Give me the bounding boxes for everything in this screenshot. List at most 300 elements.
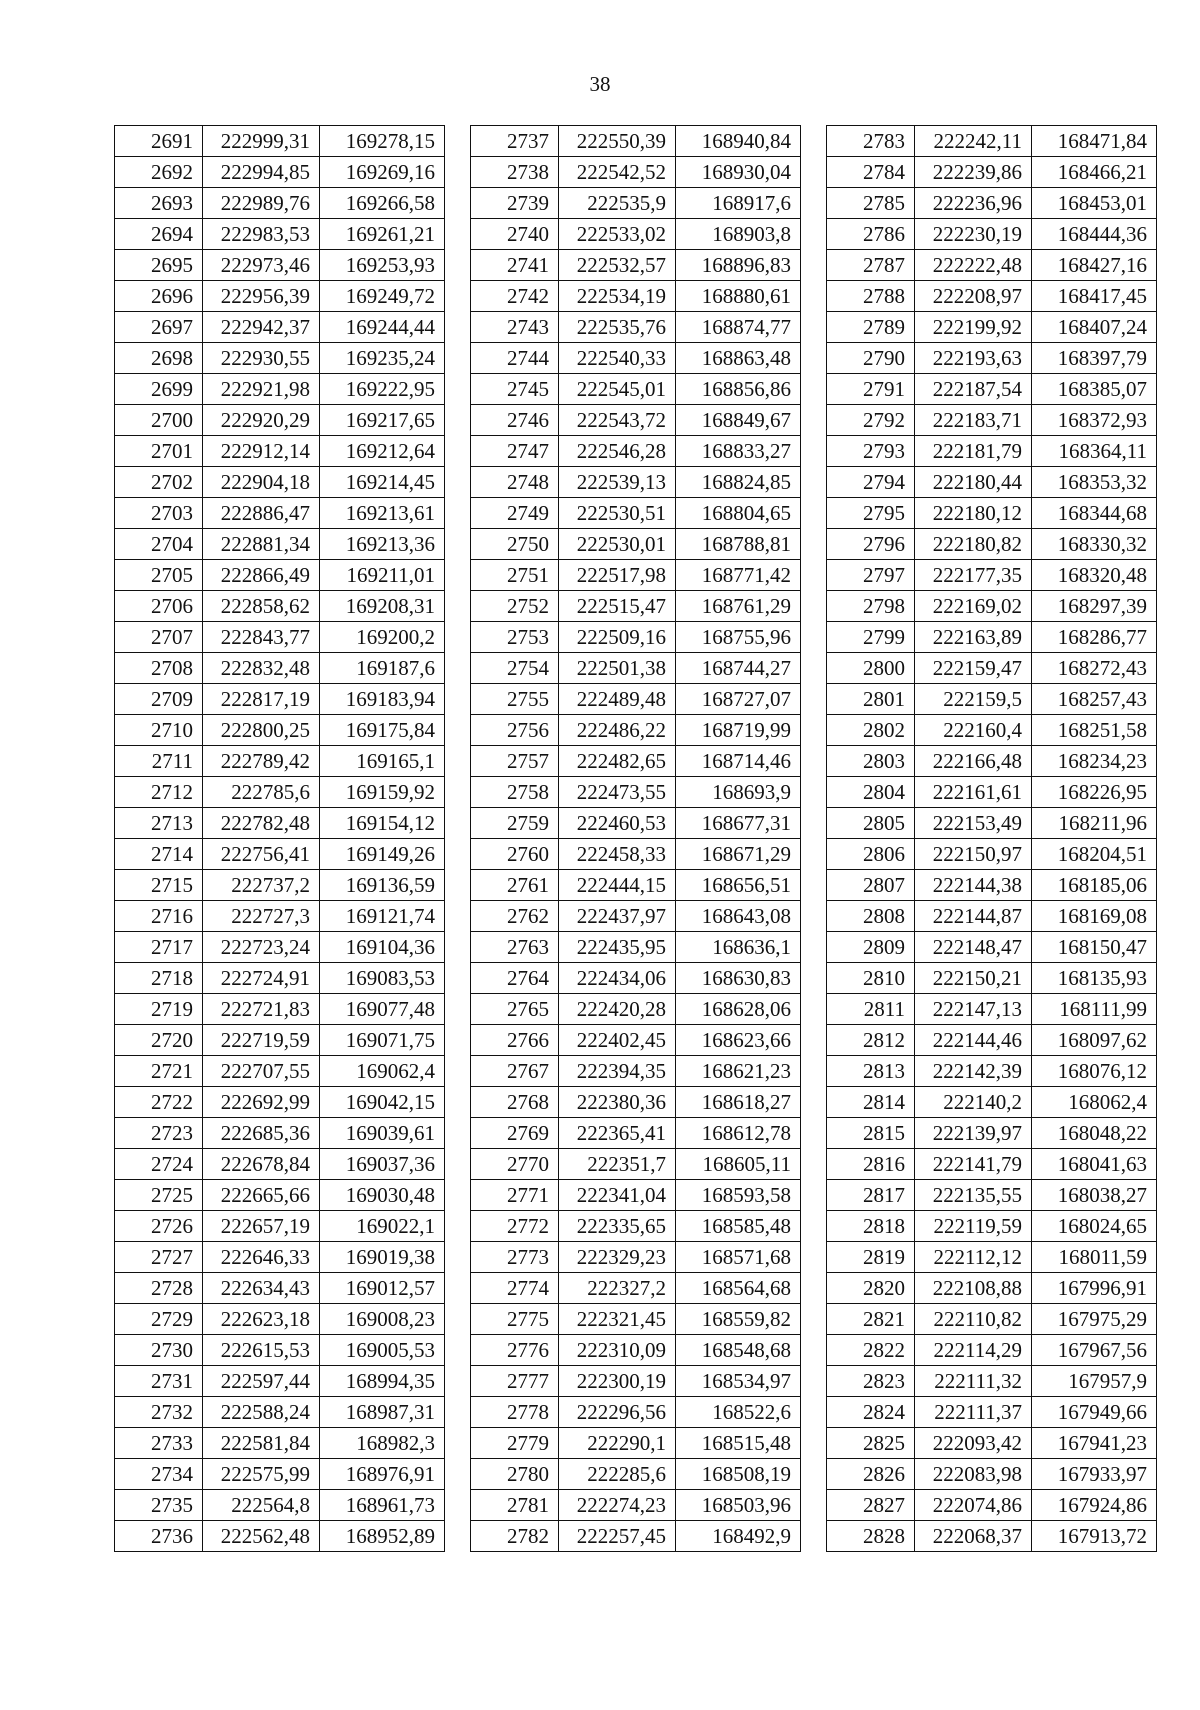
point-number-cell: 2771 [471,1180,559,1211]
y-coordinate-cell: 168466,21 [1032,157,1157,188]
point-number-cell: 2696 [115,281,203,312]
table-row [471,591,801,622]
y-coordinate-cell: 168453,01 [1032,188,1157,219]
y-coordinate-cell: 168727,07 [676,684,801,715]
x-coordinate-cell: 222545,01 [559,374,676,405]
point-number-cell: 2772 [471,1211,559,1242]
y-coordinate-cell: 168272,43 [1032,653,1157,684]
table-row [827,374,1157,405]
x-coordinate-cell: 222501,38 [559,653,676,684]
point-number-cell: 2733 [115,1428,203,1459]
x-coordinate-cell: 222329,23 [559,1242,676,1273]
x-coordinate-cell: 222564,8 [203,1490,320,1521]
table-row [471,1335,801,1366]
y-coordinate-cell: 167949,66 [1032,1397,1157,1428]
x-coordinate-cell: 222858,62 [203,591,320,622]
point-number-cell: 2818 [827,1211,915,1242]
point-number-cell: 2765 [471,994,559,1025]
y-coordinate-cell: 168930,04 [676,157,801,188]
table-row [115,126,445,157]
y-coordinate-cell: 167933,97 [1032,1459,1157,1490]
y-coordinate-cell: 168903,8 [676,219,801,250]
x-coordinate-cell: 222230,19 [915,219,1032,250]
table-row [471,1490,801,1521]
table-row [471,1459,801,1490]
y-coordinate-cell: 168076,12 [1032,1056,1157,1087]
table-row [471,808,801,839]
y-coordinate-cell: 168849,67 [676,405,801,436]
point-number-cell: 2717 [115,932,203,963]
y-coordinate-cell: 168621,23 [676,1056,801,1087]
point-number-cell: 2754 [471,653,559,684]
y-coordinate-cell: 168320,48 [1032,560,1157,591]
table-row [471,1118,801,1149]
y-coordinate-cell: 168111,99 [1032,994,1157,1025]
x-coordinate-cell: 222540,33 [559,343,676,374]
x-coordinate-cell: 222983,53 [203,219,320,250]
y-coordinate-cell: 168211,96 [1032,808,1157,839]
x-coordinate-cell: 222083,98 [915,1459,1032,1490]
table-row [115,281,445,312]
y-coordinate-cell: 168330,32 [1032,529,1157,560]
y-coordinate-cell: 167996,91 [1032,1273,1157,1304]
y-coordinate-cell: 169278,15 [320,126,445,157]
x-coordinate-cell: 222458,33 [559,839,676,870]
y-coordinate-cell: 168286,77 [1032,622,1157,653]
point-number-cell: 2780 [471,1459,559,1490]
x-coordinate-cell: 222597,44 [203,1366,320,1397]
y-coordinate-cell: 168585,48 [676,1211,801,1242]
point-number-cell: 2744 [471,343,559,374]
table-row [115,684,445,715]
point-number-cell: 2814 [827,1087,915,1118]
table-row [827,808,1157,839]
x-coordinate-cell: 222242,11 [915,126,1032,157]
point-number-cell: 2796 [827,529,915,560]
y-coordinate-cell: 167913,72 [1032,1521,1157,1552]
x-coordinate-cell: 222581,84 [203,1428,320,1459]
table-row [827,1459,1157,1490]
table-row [471,157,801,188]
x-coordinate-cell: 222144,87 [915,901,1032,932]
point-number-cell: 2736 [115,1521,203,1552]
point-number-cell: 2743 [471,312,559,343]
y-coordinate-cell: 168372,93 [1032,405,1157,436]
x-coordinate-cell: 222110,82 [915,1304,1032,1335]
y-coordinate-cell: 169208,31 [320,591,445,622]
table-row [471,622,801,653]
point-number-cell: 2820 [827,1273,915,1304]
y-coordinate-cell: 168744,27 [676,653,801,684]
y-coordinate-cell: 168522,6 [676,1397,801,1428]
y-coordinate-cell: 169187,6 [320,653,445,684]
x-coordinate-cell: 222685,36 [203,1118,320,1149]
x-coordinate-cell: 222866,49 [203,560,320,591]
x-coordinate-cell: 222140,2 [915,1087,1032,1118]
y-coordinate-cell: 168693,9 [676,777,801,808]
table-row [115,1211,445,1242]
point-number-cell: 2722 [115,1087,203,1118]
table-row [115,1056,445,1087]
point-number-cell: 2719 [115,994,203,1025]
table-row [115,1180,445,1211]
y-coordinate-cell: 168041,63 [1032,1149,1157,1180]
table-row [115,715,445,746]
table-row [471,188,801,219]
y-coordinate-cell: 168169,08 [1032,901,1157,932]
y-coordinate-cell: 168503,96 [676,1490,801,1521]
table-row [827,1025,1157,1056]
table-row [827,1397,1157,1428]
y-coordinate-cell: 168534,97 [676,1366,801,1397]
point-number-cell: 2767 [471,1056,559,1087]
y-coordinate-cell: 168976,91 [320,1459,445,1490]
table-row [115,994,445,1025]
y-coordinate-cell: 168344,68 [1032,498,1157,529]
table-row [471,1521,801,1552]
y-coordinate-cell: 167975,29 [1032,1304,1157,1335]
point-number-cell: 2749 [471,498,559,529]
y-coordinate-cell: 168011,59 [1032,1242,1157,1273]
y-coordinate-cell: 168982,3 [320,1428,445,1459]
y-coordinate-cell: 167924,86 [1032,1490,1157,1521]
table-row [471,529,801,560]
x-coordinate-cell: 222159,47 [915,653,1032,684]
x-coordinate-cell: 222420,28 [559,994,676,1025]
point-number-cell: 2760 [471,839,559,870]
table-row [115,808,445,839]
table-row [115,870,445,901]
x-coordinate-cell: 222615,53 [203,1335,320,1366]
point-number-cell: 2807 [827,870,915,901]
y-coordinate-cell: 168719,99 [676,715,801,746]
table-row [471,684,801,715]
x-coordinate-cell: 222380,36 [559,1087,676,1118]
x-coordinate-cell: 222956,39 [203,281,320,312]
y-coordinate-cell: 169121,74 [320,901,445,932]
point-number-cell: 2785 [827,188,915,219]
x-coordinate-cell: 222989,76 [203,188,320,219]
table-row [827,1149,1157,1180]
x-coordinate-cell: 222437,97 [559,901,676,932]
x-coordinate-cell: 222723,24 [203,932,320,963]
table-row [827,1273,1157,1304]
table-row [827,1118,1157,1149]
x-coordinate-cell: 222142,39 [915,1056,1032,1087]
table-row [827,498,1157,529]
table-row [471,1087,801,1118]
x-coordinate-cell: 222150,21 [915,963,1032,994]
table-row [115,653,445,684]
x-coordinate-cell: 222817,19 [203,684,320,715]
y-coordinate-cell: 168804,65 [676,498,801,529]
coordinate-table-1 [114,125,445,1552]
x-coordinate-cell: 222222,48 [915,250,1032,281]
x-coordinate-cell: 222509,16 [559,622,676,653]
table-row [115,188,445,219]
point-number-cell: 2723 [115,1118,203,1149]
y-coordinate-cell: 168987,31 [320,1397,445,1428]
y-coordinate-cell: 169222,95 [320,374,445,405]
x-coordinate-cell: 222657,19 [203,1211,320,1242]
table-row [827,932,1157,963]
x-coordinate-cell: 222321,45 [559,1304,676,1335]
y-coordinate-cell: 169213,36 [320,529,445,560]
x-coordinate-cell: 222327,2 [559,1273,676,1304]
point-number-cell: 2809 [827,932,915,963]
y-coordinate-cell: 168444,36 [1032,219,1157,250]
table-row [471,467,801,498]
point-number-cell: 2761 [471,870,559,901]
y-coordinate-cell: 169071,75 [320,1025,445,1056]
table-row [115,932,445,963]
table-row [827,591,1157,622]
point-number-cell: 2789 [827,312,915,343]
x-coordinate-cell: 222435,95 [559,932,676,963]
point-number-cell: 2774 [471,1273,559,1304]
y-coordinate-cell: 169136,59 [320,870,445,901]
y-coordinate-cell: 168671,29 [676,839,801,870]
table-row [115,219,445,250]
point-number-cell: 2759 [471,808,559,839]
x-coordinate-cell: 222973,46 [203,250,320,281]
point-number-cell: 2764 [471,963,559,994]
point-number-cell: 2792 [827,405,915,436]
x-coordinate-cell: 222093,42 [915,1428,1032,1459]
y-coordinate-cell: 168605,11 [676,1149,801,1180]
point-number-cell: 2769 [471,1118,559,1149]
point-number-cell: 2721 [115,1056,203,1087]
point-number-cell: 2800 [827,653,915,684]
point-number-cell: 2798 [827,591,915,622]
x-coordinate-cell: 222719,59 [203,1025,320,1056]
x-coordinate-cell: 222161,61 [915,777,1032,808]
y-coordinate-cell: 169149,26 [320,839,445,870]
point-number-cell: 2778 [471,1397,559,1428]
table-row [115,1087,445,1118]
table-row [471,498,801,529]
table-row [827,157,1157,188]
x-coordinate-cell: 222999,31 [203,126,320,157]
point-number-cell: 2728 [115,1273,203,1304]
point-number-cell: 2788 [827,281,915,312]
point-number-cell: 2750 [471,529,559,560]
point-number-cell: 2737 [471,126,559,157]
table-row [115,1335,445,1366]
table-row [115,436,445,467]
y-coordinate-cell: 168961,73 [320,1490,445,1521]
point-number-cell: 2808 [827,901,915,932]
table-row [471,1149,801,1180]
point-number-cell: 2729 [115,1304,203,1335]
point-number-cell: 2828 [827,1521,915,1552]
x-coordinate-cell: 222434,06 [559,963,676,994]
y-coordinate-cell: 168761,29 [676,591,801,622]
table-row [115,498,445,529]
point-number-cell: 2781 [471,1490,559,1521]
x-coordinate-cell: 222111,37 [915,1397,1032,1428]
point-number-cell: 2812 [827,1025,915,1056]
point-number-cell: 2731 [115,1366,203,1397]
table-row [115,1397,445,1428]
table-row [827,560,1157,591]
point-number-cell: 2793 [827,436,915,467]
y-coordinate-cell: 169217,65 [320,405,445,436]
y-coordinate-cell: 168062,4 [1032,1087,1157,1118]
y-coordinate-cell: 168628,06 [676,994,801,1025]
x-coordinate-cell: 222994,85 [203,157,320,188]
y-coordinate-cell: 168048,22 [1032,1118,1157,1149]
x-coordinate-cell: 222832,48 [203,653,320,684]
x-coordinate-cell: 222341,04 [559,1180,676,1211]
table-row [115,1490,445,1521]
y-coordinate-cell: 169165,1 [320,746,445,777]
point-number-cell: 2708 [115,653,203,684]
y-coordinate-cell: 169214,45 [320,467,445,498]
point-number-cell: 2819 [827,1242,915,1273]
point-number-cell: 2784 [827,157,915,188]
table-row [115,1273,445,1304]
point-number-cell: 2827 [827,1490,915,1521]
table-row [827,250,1157,281]
coordinate-table-2 [470,125,801,1552]
table-row [115,1459,445,1490]
y-coordinate-cell: 169213,61 [320,498,445,529]
x-coordinate-cell: 222535,76 [559,312,676,343]
x-coordinate-cell: 222921,98 [203,374,320,405]
y-coordinate-cell: 169253,93 [320,250,445,281]
y-coordinate-cell: 167941,23 [1032,1428,1157,1459]
x-coordinate-cell: 222473,55 [559,777,676,808]
point-number-cell: 2740 [471,219,559,250]
point-number-cell: 2712 [115,777,203,808]
table-row [471,1397,801,1428]
table-row [115,1242,445,1273]
point-number-cell: 2695 [115,250,203,281]
x-coordinate-cell: 222707,55 [203,1056,320,1087]
x-coordinate-cell: 222208,97 [915,281,1032,312]
point-number-cell: 2716 [115,901,203,932]
point-number-cell: 2815 [827,1118,915,1149]
y-coordinate-cell: 168385,07 [1032,374,1157,405]
table-row [827,653,1157,684]
y-coordinate-cell: 169266,58 [320,188,445,219]
table-row [471,1304,801,1335]
y-coordinate-cell: 168564,68 [676,1273,801,1304]
x-coordinate-cell: 222646,33 [203,1242,320,1273]
point-number-cell: 2691 [115,126,203,157]
y-coordinate-cell: 168515,48 [676,1428,801,1459]
point-number-cell: 2794 [827,467,915,498]
x-coordinate-cell: 222543,72 [559,405,676,436]
y-coordinate-cell: 168185,06 [1032,870,1157,901]
point-number-cell: 2732 [115,1397,203,1428]
table-row [827,1366,1157,1397]
x-coordinate-cell: 222183,71 [915,405,1032,436]
point-number-cell: 2770 [471,1149,559,1180]
x-coordinate-cell: 222515,47 [559,591,676,622]
y-coordinate-cell: 168204,51 [1032,839,1157,870]
table-row [827,777,1157,808]
point-number-cell: 2805 [827,808,915,839]
point-number-cell: 2752 [471,591,559,622]
point-number-cell: 2738 [471,157,559,188]
point-number-cell: 2826 [827,1459,915,1490]
table-row [827,684,1157,715]
table-row [115,1366,445,1397]
y-coordinate-cell: 169159,92 [320,777,445,808]
table-row [827,529,1157,560]
table-row [471,1211,801,1242]
x-coordinate-cell: 222843,77 [203,622,320,653]
table-row [471,777,801,808]
x-coordinate-cell: 222535,9 [559,188,676,219]
y-coordinate-cell: 169261,21 [320,219,445,250]
point-number-cell: 2704 [115,529,203,560]
table-row [115,405,445,436]
y-coordinate-cell: 169037,36 [320,1149,445,1180]
point-number-cell: 2790 [827,343,915,374]
point-number-cell: 2783 [827,126,915,157]
table-row [471,1056,801,1087]
y-coordinate-cell: 169175,84 [320,715,445,746]
table-row [827,1056,1157,1087]
table-row [471,1428,801,1459]
point-number-cell: 2734 [115,1459,203,1490]
table-row [115,529,445,560]
point-number-cell: 2718 [115,963,203,994]
x-coordinate-cell: 222727,3 [203,901,320,932]
table-row [827,1428,1157,1459]
table-row [827,1335,1157,1366]
x-coordinate-cell: 222634,43 [203,1273,320,1304]
y-coordinate-cell: 168771,42 [676,560,801,591]
table-row [827,405,1157,436]
x-coordinate-cell: 222482,65 [559,746,676,777]
y-coordinate-cell: 168353,32 [1032,467,1157,498]
x-coordinate-cell: 222147,13 [915,994,1032,1025]
x-coordinate-cell: 222782,48 [203,808,320,839]
x-coordinate-cell: 222912,14 [203,436,320,467]
point-number-cell: 2797 [827,560,915,591]
point-number-cell: 2753 [471,622,559,653]
table-row [115,839,445,870]
point-number-cell: 2713 [115,808,203,839]
point-number-cell: 2694 [115,219,203,250]
table-row [471,560,801,591]
point-number-cell: 2726 [115,1211,203,1242]
x-coordinate-cell: 222692,99 [203,1087,320,1118]
point-number-cell: 2821 [827,1304,915,1335]
table-row [115,1118,445,1149]
x-coordinate-cell: 222530,01 [559,529,676,560]
x-coordinate-cell: 222942,37 [203,312,320,343]
x-coordinate-cell: 222402,45 [559,1025,676,1056]
point-number-cell: 2720 [115,1025,203,1056]
table-row [471,250,801,281]
x-coordinate-cell: 222623,18 [203,1304,320,1335]
y-coordinate-cell: 168097,62 [1032,1025,1157,1056]
y-coordinate-cell: 168755,96 [676,622,801,653]
y-coordinate-cell: 169042,15 [320,1087,445,1118]
x-coordinate-cell: 222187,54 [915,374,1032,405]
y-coordinate-cell: 169269,16 [320,157,445,188]
y-coordinate-cell: 168417,45 [1032,281,1157,312]
point-number-cell: 2817 [827,1180,915,1211]
x-coordinate-cell: 222180,12 [915,498,1032,529]
x-coordinate-cell: 222394,35 [559,1056,676,1087]
point-number-cell: 2801 [827,684,915,715]
